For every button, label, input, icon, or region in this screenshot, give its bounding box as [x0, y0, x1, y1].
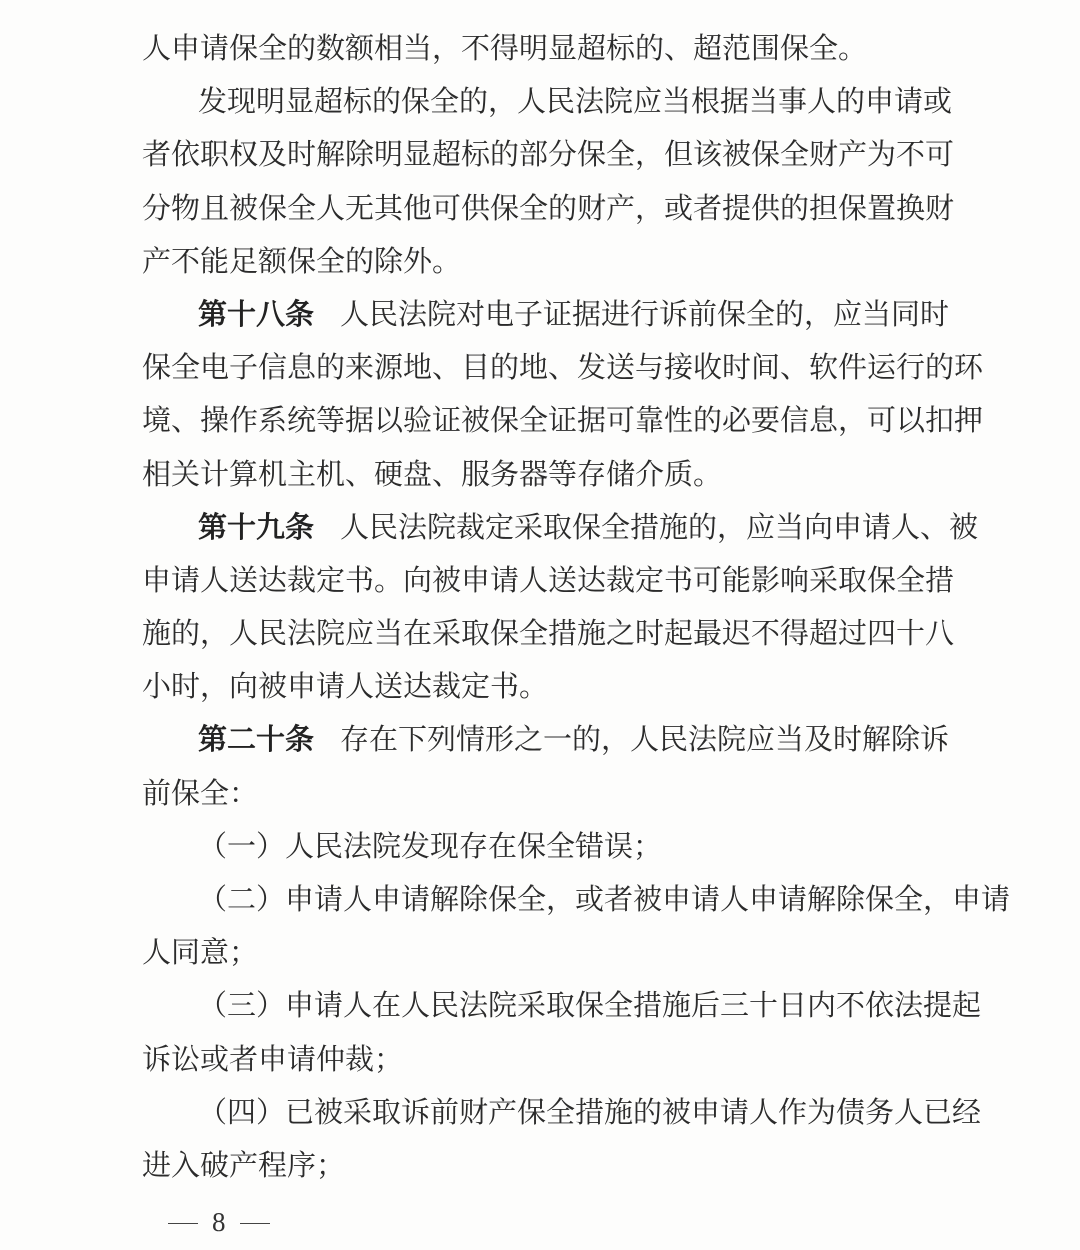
text-line — [142, 926, 932, 979]
text-line — [142, 75, 953, 128]
line-text: 申请人送达裁定书。向被申请人送达裁定书可能影响采取保全措 — [142, 562, 955, 597]
list-item — [142, 820, 932, 873]
text-line — [142, 394, 984, 447]
article-heading: 第十九条 — [198, 509, 315, 544]
line-text: 诉讼或者申请仲裁； — [142, 1041, 404, 1076]
line-text: 产不能足额保全的除外。 — [142, 243, 462, 278]
text-line — [142, 341, 984, 394]
list-item — [142, 1086, 982, 1139]
text-line — [142, 660, 932, 713]
text-line — [142, 182, 955, 235]
text-line — [142, 235, 932, 288]
text-line — [142, 128, 955, 181]
text-line — [142, 22, 932, 75]
text-line — [142, 767, 932, 820]
list-item — [142, 873, 1011, 926]
line-text: 发现明显超标的保全的，人民法院应当根据当事人的申请或 — [198, 84, 953, 119]
line-text: （一）人民法院发现存在保全错误； — [198, 828, 663, 863]
line-text: 人民法院对电子证据进行诉前保全的，应当同时 — [340, 296, 950, 331]
line-text: 分物且被保全人无其他可供保全的财产，或者提供的担保置换财 — [142, 190, 955, 225]
line-text: 小时，向被申请人送达裁定书。 — [142, 669, 549, 704]
article-20-first-line — [142, 713, 950, 766]
line-text: （四）已被采取诉前财产保全措施的被申请人作为债务人已经 — [198, 1094, 982, 1129]
page-number: 8 — [212, 1207, 226, 1237]
line-text: 存在下列情形之一的，人民法院应当及时解除诉 — [340, 722, 950, 757]
article-18-first-line — [142, 288, 950, 341]
line-text: 人民法院裁定采取保全措施的，应当向申请人、被 — [340, 509, 979, 544]
article-heading: 第二十条 — [198, 722, 315, 757]
footer-dash-right — [240, 1223, 270, 1224]
line-text: 前保全： — [142, 775, 259, 810]
text-line — [142, 607, 955, 660]
line-text: 者依职权及时解除明显超标的部分保全，但该被保全财产为不可 — [142, 137, 955, 172]
text-line — [142, 554, 955, 607]
document-body — [142, 22, 1011, 1192]
line-text: 进入破产程序； — [142, 1147, 346, 1182]
line-text: 施的，人民法院应当在采取保全措施之时起最迟不得超过四十八 — [142, 616, 955, 651]
line-text: （三）申请人在人民法院采取保全措施后三十日内不依法提起 — [198, 988, 982, 1023]
text-line — [142, 1139, 932, 1192]
line-text: 人申请保全的数额相当，不得明显超标的、超范围保全。 — [142, 31, 868, 65]
line-text: 人同意； — [142, 935, 259, 970]
line-text: （二）申请人申请解除保全，或者被申请人申请解除保全，申请 — [198, 882, 1011, 916]
footer-dash-left — [168, 1223, 198, 1224]
line-text: 境、操作系统等据以验证被保全证据可靠性的必要信息，可以扣押 — [142, 403, 984, 438]
page-footer — [168, 1202, 270, 1243]
line-text: 相关计算机主机、硬盘、服务器等存储介质。 — [142, 456, 723, 491]
line-text: 保全电子信息的来源地、目的地、发送与接收时间、软件运行的环 — [142, 350, 984, 385]
article-19-first-line — [142, 501, 979, 554]
article-heading: 第十八条 — [198, 296, 315, 331]
list-item — [142, 979, 982, 1032]
text-line — [142, 448, 932, 501]
text-line — [142, 1033, 932, 1086]
